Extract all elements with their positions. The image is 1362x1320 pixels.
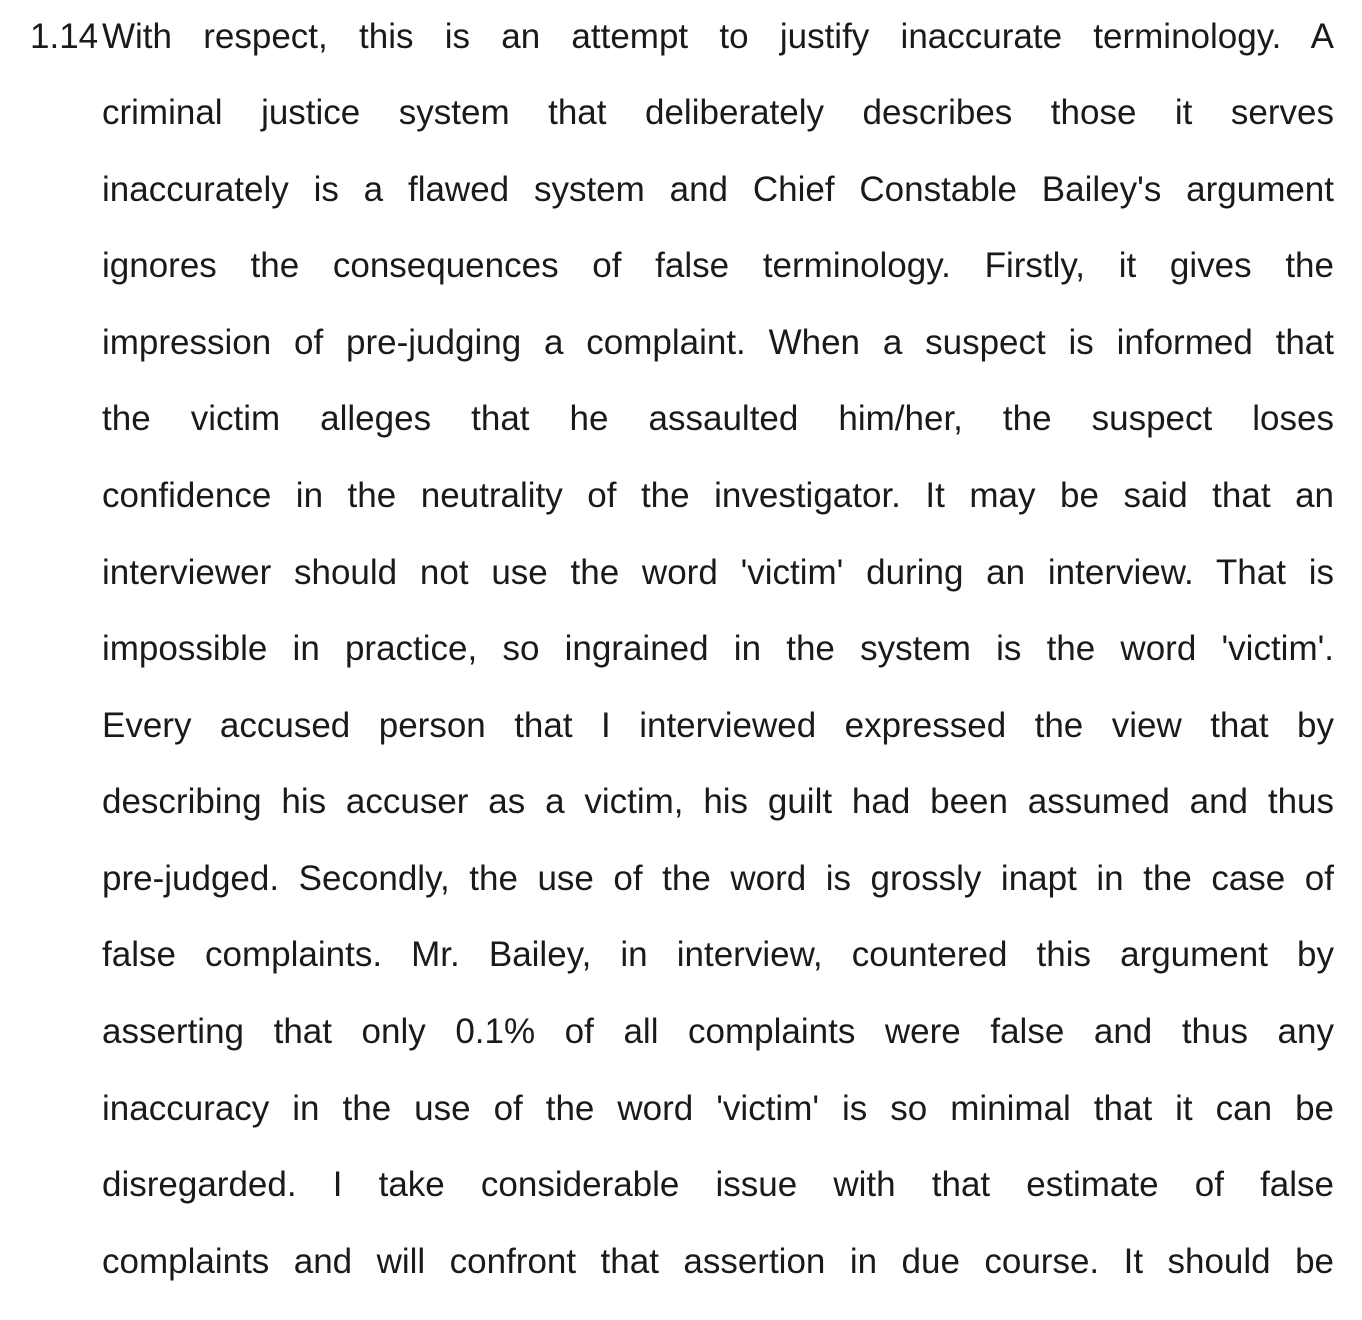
text-line: pre-judged. Secondly, the use of the word is grossly inapt in the case of <box>102 859 1334 898</box>
text-line: impression of pre-judging a complaint. When a suspect is informed that <box>102 323 1334 362</box>
text-line: describing his accuser as a victim, his guilt had been assumed and thus <box>102 782 1334 821</box>
text-line: confidence in the neutrality of the investigator. It may be said that an <box>102 476 1334 515</box>
text-line: disregarded. I take considerable issue with that estimate of false <box>102 1165 1334 1204</box>
text-line: interviewer should not use the word 'victim' during an interview. That is <box>102 553 1334 592</box>
text-line: the victim alleges that he assaulted him/her, the suspect loses <box>102 399 1334 438</box>
text-line: With respect, this is an attempt to justify inaccurate terminology. A <box>102 17 1334 56</box>
paragraph-number: 1.14 <box>30 17 99 56</box>
text-line: inaccuracy in the use of the word 'victim' is so minimal that it can be <box>102 1089 1334 1128</box>
text-line: false complaints. Mr. Bailey, in interview, countered this argument by <box>102 935 1334 974</box>
text-line: Every accused person that I interviewed expressed the view that by <box>102 706 1334 745</box>
text-line: asserting that only 0.1% of all complaints were false and thus any <box>102 1012 1334 1051</box>
text-line: criminal justice system that deliberately describes those it serves <box>102 93 1334 132</box>
text-line: ignores the consequences of false terminology. Firstly, it gives the <box>102 246 1334 285</box>
text-line: complaints and will confront that assertion in due course. It should be <box>102 1242 1334 1281</box>
text-line: inaccurately is a flawed system and Chief Constable Bailey's argument <box>102 170 1334 209</box>
text-line: impossible in practice, so ingrained in the system is the word 'victim'. <box>102 629 1334 668</box>
